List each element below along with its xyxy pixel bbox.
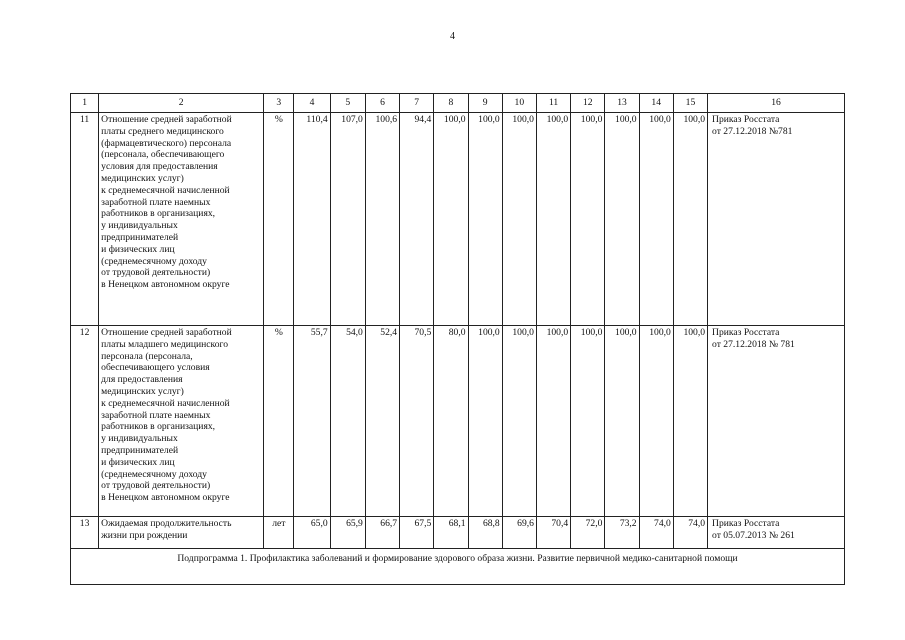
value-cell: 100,0	[468, 113, 502, 326]
column-header: 15	[673, 94, 707, 113]
value-cell: 100,0	[536, 326, 570, 517]
value-cell: 110,4	[294, 113, 330, 326]
value-cell: 100,0	[639, 113, 673, 326]
source-cell: Приказ Росстата от 27.12.2018 №781	[708, 113, 845, 326]
value-cell: 107,0	[330, 113, 365, 326]
value-cell: 67,5	[400, 517, 434, 549]
column-header: 14	[639, 94, 673, 113]
value-cell: 70,4	[536, 517, 570, 549]
value-cell: 100,0	[502, 326, 536, 517]
value-cell: 65,0	[294, 517, 330, 549]
column-header: 13	[605, 94, 639, 113]
value-cell: 100,0	[673, 113, 707, 326]
value-cell: 100,0	[605, 113, 639, 326]
indicator-name: Ожидаемая продолжительность жизни при рождении	[99, 517, 264, 549]
table-row	[71, 113, 845, 326]
column-header: 16	[708, 94, 845, 113]
value-cell: 80,0	[434, 326, 468, 517]
column-header: 12	[571, 94, 605, 113]
value-cell: 100,0	[434, 113, 468, 326]
column-header: 4	[294, 94, 330, 113]
column-header: 8	[434, 94, 468, 113]
column-header: 1	[71, 94, 99, 113]
value-cell: 100,0	[468, 326, 502, 517]
unit-cell: %	[264, 326, 294, 517]
row-number: 13	[71, 517, 99, 549]
subprogram-row	[71, 549, 845, 585]
table-row	[71, 517, 845, 549]
column-header: 9	[468, 94, 502, 113]
column-header: 11	[536, 94, 570, 113]
value-cell: 73,2	[605, 517, 639, 549]
value-cell: 100,0	[536, 113, 570, 326]
value-cell: 69,6	[502, 517, 536, 549]
page-number: 4	[450, 31, 455, 42]
value-cell: 100,0	[605, 326, 639, 517]
value-cell: 74,0	[673, 517, 707, 549]
value-cell: 52,4	[365, 326, 399, 517]
value-cell: 68,1	[434, 517, 468, 549]
value-cell: 55,7	[294, 326, 330, 517]
unit-cell: %	[264, 113, 294, 326]
value-cell: 54,0	[330, 326, 365, 517]
value-cell: 94,4	[400, 113, 434, 326]
indicator-name: Отношение средней заработной платы среднего медицинского (фармацевтического) персонала (персонала, обеспечивающего условия для предоставления медицинских услуг) к среднемесячной начисленной заработной плате наемных работников в организациях, у индивидуальных предпринимателей и физических лиц (среднемесячному доходу от трудовой деятельности) в Ненецком автономном округе	[99, 113, 264, 326]
column-header: 6	[365, 94, 399, 113]
value-cell: 100,0	[571, 113, 605, 326]
table-row	[71, 326, 845, 517]
value-cell: 70,5	[400, 326, 434, 517]
value-cell: 66,7	[365, 517, 399, 549]
column-header: 5	[330, 94, 365, 113]
value-cell: 74,0	[639, 517, 673, 549]
column-header: 3	[264, 94, 294, 113]
value-cell: 68,8	[468, 517, 502, 549]
source-cell: Приказ Росстата от 27.12.2018 № 781	[708, 326, 845, 517]
source-cell: Приказ Росстата от 05.07.2013 № 261	[708, 517, 845, 549]
row-number: 11	[71, 113, 99, 326]
value-cell: 72,0	[571, 517, 605, 549]
column-header: 10	[502, 94, 536, 113]
value-cell: 100,6	[365, 113, 399, 326]
unit-cell: лет	[264, 517, 294, 549]
value-cell: 65,9	[330, 517, 365, 549]
column-header: 2	[99, 94, 264, 113]
indicators-table	[70, 93, 845, 585]
value-cell: 100,0	[571, 326, 605, 517]
column-header: 7	[400, 94, 434, 113]
value-cell: 100,0	[502, 113, 536, 326]
value-cell: 100,0	[639, 326, 673, 517]
header-row	[71, 94, 845, 113]
subprogram-title: Подпрограмма 1. Профилактика заболеваний и формирование здорового образа жизни. Развитие первичной медико-санитарной помощи	[71, 549, 845, 585]
indicator-name: Отношение средней заработной платы младшего медицинского персонала (персонала, обеспечивающего условия для предоставления медицинских услуг) к среднемесячной начисленной заработной плате наемных работников в организациях, у индивидуальных предпринимателей и физических лиц (среднемесячному доходу от трудовой деятельности) в Ненецком автономном округе	[99, 326, 264, 517]
row-number: 12	[71, 326, 99, 517]
value-cell: 100,0	[673, 326, 707, 517]
